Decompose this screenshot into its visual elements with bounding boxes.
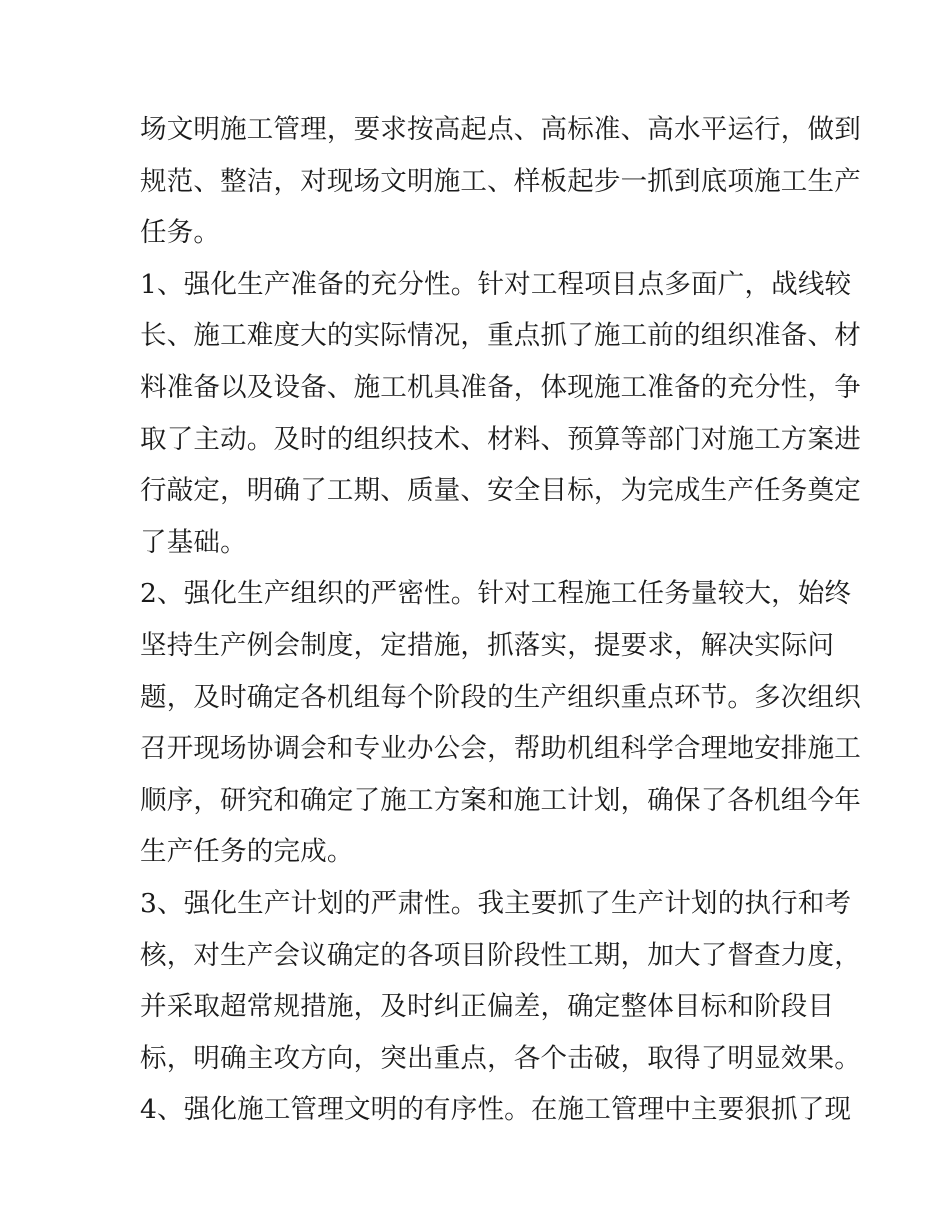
text-line: 了基础。: [140, 526, 247, 558]
text-line: 3、强化生产计划的严肃性。我主要抓了生产计划的执行和考: [140, 887, 852, 919]
text-line: 料准备以及设备、施工机具准备，体现施工准备的充分性，争: [140, 371, 861, 403]
text-line: 规范、整洁，对现场文明施工、样板起步一抓到底项施工生产: [140, 165, 861, 197]
text-line: 行敲定，明确了工期、质量、安全目标，为完成生产任务奠定: [140, 475, 861, 507]
text-line: 标，明确主攻方向，突出重点，各个击破，取得了明显效果。: [140, 1042, 861, 1074]
text-line: 场文明施工管理，要求按高起点、高标准、高水平运行，做到: [140, 114, 861, 145]
text-line: 任务。: [140, 217, 221, 249]
text-line: 长、施工难度大的实际情况，重点抓了施工前的组织准备、材: [140, 320, 861, 352]
text-line: 4、强化施工管理文明的有序性。在施工管理中主要狠抓了现: [140, 1094, 852, 1126]
text-line: 坚持生产例会制度，定措施，抓落实，提要求，解决实际问: [140, 629, 835, 661]
body-text: [140, 104, 861, 1136]
text-line: 2、强化生产组织的严密性。针对工程施工任务量较大，始终: [140, 578, 852, 610]
text-line: 生产任务的完成。: [140, 836, 354, 868]
text-line: 核，对生产会议确定的各项目阶段性工期，加大了督查力度，: [140, 939, 861, 971]
text-line: 并采取超常规措施，及时纠正偏差，确定整体目标和阶段目: [140, 991, 835, 1023]
text-line: 召开现场协调会和专业办公会，帮助机组科学合理地安排施工: [140, 733, 861, 765]
text-line: 顺序，研究和确定了施工方案和施工计划，确保了各机组今年: [140, 784, 861, 816]
text-line: 取了主动。及时的组织技术、材料、预算等部门对施工方案进: [140, 423, 861, 455]
text-line: 题，及时确定各机组每个阶段的生产组织重点环节。多次组织: [140, 681, 861, 713]
text-line: 1、强化生产准备的充分性。针对工程项目点多面广，战线较: [140, 268, 852, 300]
